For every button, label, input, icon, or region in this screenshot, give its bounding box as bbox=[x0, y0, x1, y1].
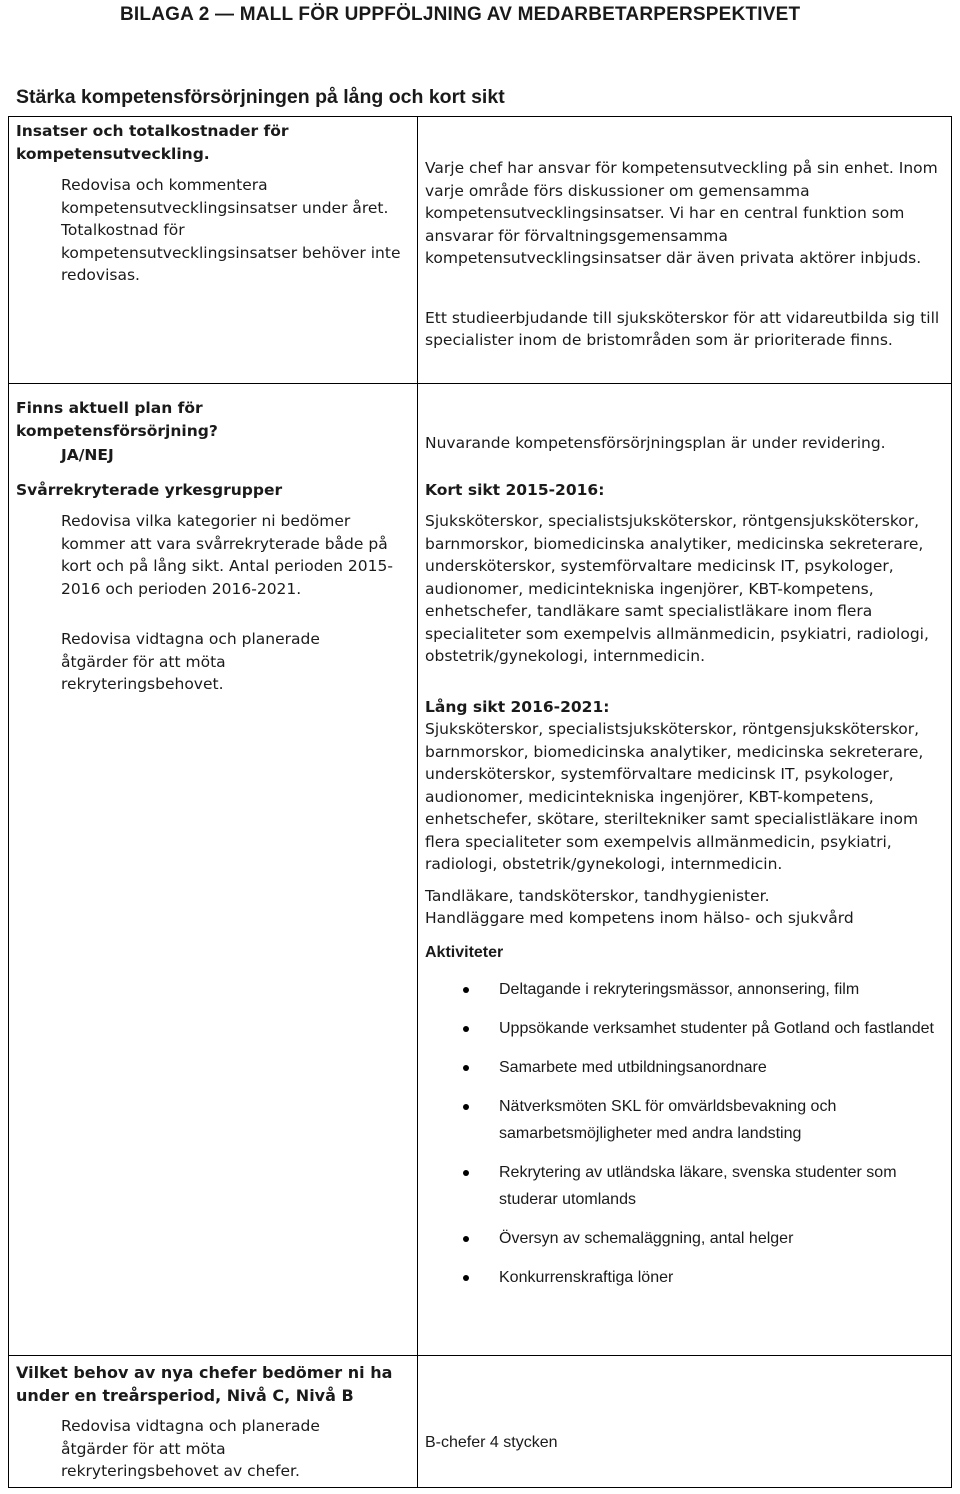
bullet-icon bbox=[463, 1065, 469, 1071]
row-divider-1 bbox=[9, 383, 951, 384]
bullet-icon bbox=[463, 1275, 469, 1281]
insatser-hint: Redovisa och kommentera kompetensutvecklingsinsatser under året. Totalkostnad för kompetensutvecklingsinsatser behöver inte redovisas. bbox=[61, 176, 401, 284]
activity-text: Deltagande i rekryteringsmässor, annonsering, film bbox=[499, 981, 860, 998]
bullet-icon bbox=[463, 1104, 469, 1110]
activity-item bbox=[425, 1159, 947, 1213]
dental-line1: Tandläkare, tandsköterskor, tandhygienister. bbox=[425, 886, 770, 905]
insatser-label-line2: kompetensutveckling. bbox=[16, 144, 210, 163]
bullet-icon bbox=[463, 1026, 469, 1032]
insatser-label-cell bbox=[16, 120, 408, 287]
activity-text: Samarbete med utbildningsanordnare bbox=[499, 1059, 767, 1076]
activity-text: Konkurrenskraftiga löner bbox=[499, 1269, 674, 1286]
activity-item bbox=[425, 1054, 947, 1081]
long-term-text: Sjuksköterskor, specialistsjuksköterskor, röntgensjuksköterskor, barnmorskor, biomedicinska analytiker, medicinska sekreterare, undersköterskor, systemförvaltare medicinsk IT, psykologer, audionomer, medicintekniska ingenjörer, KBT-kompetens, enhetschefer, skötare, steriltekniker samt specialistläkare inom flera specialiteter som exempelvis allmänmedicin, psykiatri, radiologi, obstetrik/gynekologi, internmedicin. bbox=[425, 720, 924, 873]
short-term-text: Sjuksköterskor, specialistsjuksköterskor, röntgensjuksköterskor, barnmorskor, biomedicinska analytiker, medicinska sekreterare, undersköterskor, systemförvaltare medicinsk IT, psykologer, audionomer, medicintekniska ingenjörer, KBT-kompetens, enhetschefer, tandläkare samt specialistläkare inom flera specialiteter som exempelvis allmänmedicin, psykiatri, radiologi, obstetrik/gynekologi, internmedicin. bbox=[425, 512, 929, 665]
row-divider-2 bbox=[9, 1355, 951, 1356]
chefer-hint: Redovisa vidtagna och planerade åtgärder för att möta rekryteringsbehovet av chefer. bbox=[61, 1417, 320, 1480]
svarrekryterade-hint2: Redovisa vidtagna och planerade åtgärder för att möta rekryteringsbehovet. bbox=[61, 630, 320, 693]
insatser-answer-p2: Ett studieerbjudande till sjuksköterskor för att vidareutbilda sig till specialister inom de bristområden som är prioriterade finns. bbox=[425, 308, 940, 349]
section-heading: Stärka kompetensförsörjningen på lång och kort sikt bbox=[16, 86, 505, 108]
activity-item bbox=[425, 976, 947, 1003]
activities-heading: Aktiviteter bbox=[425, 943, 504, 961]
chefer-answer-cell bbox=[425, 1432, 947, 1455]
activities-list bbox=[425, 976, 947, 1291]
plan-answer-cell bbox=[425, 432, 947, 1303]
bullet-icon bbox=[463, 987, 469, 993]
activity-text: Nätverksmöten SKL för omvärldsbevakning och samarbetsmöjligheter med andra landsting bbox=[499, 1098, 837, 1142]
dental-line2: Handläggare med kompetens inom hälso- och sjukvård bbox=[425, 909, 854, 927]
bullet-icon bbox=[463, 1170, 469, 1176]
activity-item bbox=[425, 1093, 947, 1147]
insatser-label-line1: Insatser och totalkostnader för bbox=[16, 122, 289, 140]
svarrekryterade-label: Svårrekryterade yrkesgrupper bbox=[16, 480, 283, 499]
follow-up-table bbox=[8, 116, 952, 1488]
plan-label-cell bbox=[16, 397, 408, 696]
activity-text: Rekrytering av utländska läkare, svenska studenter som studerar utomlands bbox=[499, 1164, 897, 1208]
activity-text: Översyn av schemaläggning, antal helger bbox=[499, 1230, 794, 1247]
plan-option: JA/NEJ bbox=[61, 446, 114, 464]
insatser-answer-p1: Varje chef har ansvar för kompetensutveckling på sin enhet. Inom varje område förs diskussioner om gemensamma kompetensutvecklingsinsatser. Vi har en central funktion som ansvarar för förvaltningsgemensamma kompetensutvecklingsinsatser där även privata aktörer inbjuds. bbox=[425, 159, 938, 267]
plan-answer: Nuvarande kompetensförsörjningsplan är under revidering. bbox=[425, 434, 886, 452]
bullet-icon bbox=[463, 1236, 469, 1242]
chefer-question: Vilket behov av nya chefer bedömer ni ha under en treårsperiod, Nivå C, Nivå B bbox=[16, 1363, 393, 1405]
activity-item bbox=[425, 1015, 947, 1042]
insatser-answer-cell bbox=[425, 157, 947, 352]
short-term-heading: Kort sikt 2015-2016: bbox=[425, 480, 605, 499]
activity-text: Uppsökande verksamhet studenter på Gotland och fastlandet bbox=[499, 1020, 934, 1037]
activity-item bbox=[425, 1225, 947, 1252]
chefer-answer: B-chefer 4 stycken bbox=[425, 1434, 558, 1451]
svarrekryterade-hint1: Redovisa vilka kategorier ni bedömer kommer att vara svårrekryterade både på kort och på lång sikt. Antal perioden 2015-2016 och perioden 2016-2021. bbox=[61, 512, 393, 598]
document-title: BILAGA 2 — MALL FÖR UPPFÖLJNING AV MEDARBETARPERSPEKTIVET bbox=[120, 4, 801, 25]
plan-question: Finns aktuell plan för kompetensförsörjning? bbox=[16, 399, 218, 440]
column-divider bbox=[417, 117, 418, 1487]
chefer-label-cell bbox=[16, 1362, 408, 1483]
activity-item bbox=[425, 1264, 947, 1291]
long-term-heading: Lång sikt 2016-2021: bbox=[425, 697, 610, 716]
